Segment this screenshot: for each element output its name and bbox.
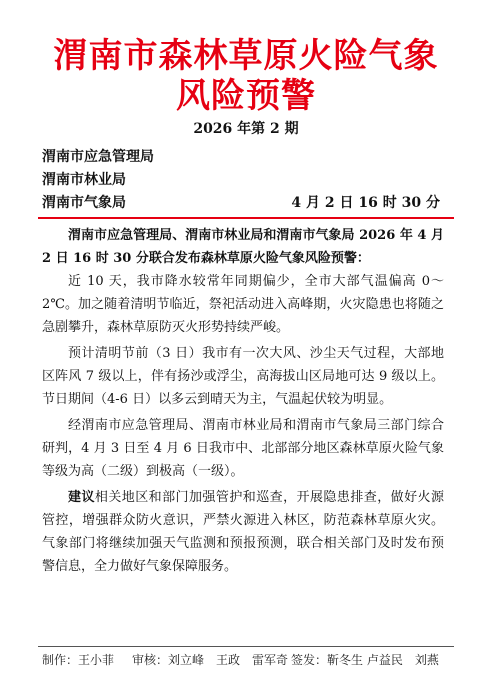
footer-reviewed-by: 审核：刘立峰 王政 雷军奇 <box>132 653 289 667</box>
footer-prepared-by: 制作：王小菲 <box>42 653 115 667</box>
agency-emergency: 渭南市应急管理局 <box>42 149 154 165</box>
issue-number: 2026 年第 2 期 <box>193 121 299 137</box>
document-title-line1: 渭南市森林草原火险气象 <box>53 36 439 76</box>
agency-forestry: 渭南市林业局 <box>42 172 126 188</box>
footer-divider <box>38 646 454 647</box>
recommendation-text: 相关地区和部门加强管护和巡查，开展隐患排查，做好火源管控，增强群众防火意识，严禁火源进入林区，防范森林草原火灾。气象部门将继续加强天气监测和预报预测，联合相关部门及时发布预警信息，全力做好气象保障服务。 <box>42 490 444 574</box>
footer-signed-by: 签发：靳冬生 卢益民 刘燕 <box>291 653 439 667</box>
paragraph-forecast: 预计清明节前（3 日）我市有一次大风、沙尘天气过程，大部地区阵风 7 级以上，伴有扬沙或浮尘，高海拔山区局地可达 9 级以上。节日期间（4-6 日）以多云到晴天为主，气温起伏较为明显。 <box>42 346 444 407</box>
red-divider <box>38 217 454 219</box>
paragraph-precipitation: 近 10 天，我市降水较常年同期偏少，全市大部气温偏高 0～2℃。加之随着清明节临近，祭祀活动进入高峰期，火灾隐患也将随之急剧攀升，森林草原防灭火形势持续严峻。 <box>42 274 444 335</box>
paragraph-recommendation <box>42 486 444 578</box>
paragraph-assessment: 经渭南市应急管理局、渭南市林业局和渭南市气象局三部门综合研判，4 月 3 日至 4 月 6 日我市中、北部部分地区森林草原火险气象等级为高（二级）到极高（一级）。 <box>42 418 444 479</box>
agency-meteorology: 渭南市气象局 <box>42 195 126 211</box>
document-title-line2: 风险预警 <box>176 76 316 116</box>
lead-paragraph: 渭南市应急管理局、渭南市林业局和渭南市气象局 2026 年 4 月 2 日 16 时 30 分联合发布森林草原火险气象风险预警： <box>42 228 444 266</box>
issue-time: 4 月 2 日 16 时 30 分 <box>291 195 440 211</box>
document-footer <box>38 651 454 669</box>
recommendation-keyword: 建议 <box>68 490 95 505</box>
document-body <box>42 224 444 581</box>
